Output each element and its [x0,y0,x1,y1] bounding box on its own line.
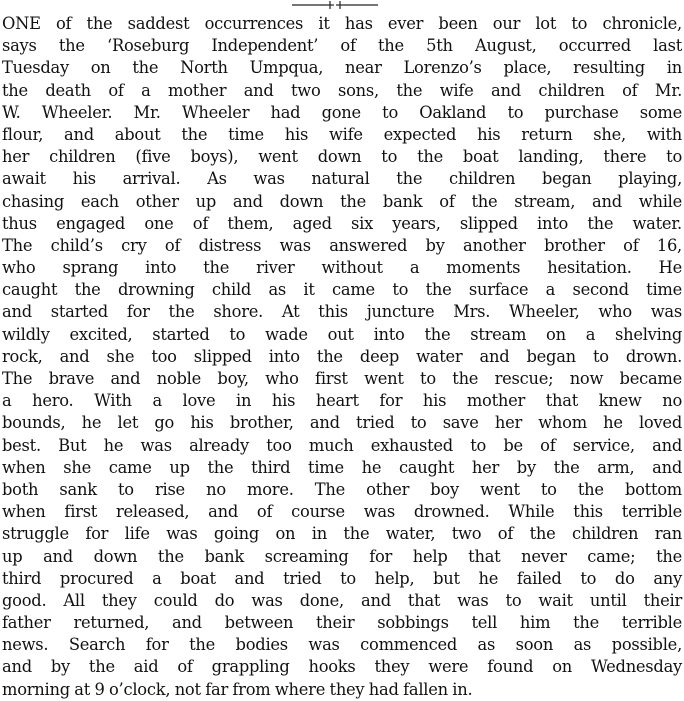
article-line: W. Wheeler. Mr. Wheeler had gone to Oakland to purchase some [2,102,682,122]
article-line: morning at 9 o’clock, not far from where they had fallen in. [2,679,473,699]
article-line: Tuesday on the North Umpqua, near Lorenzo’s place, resulting in [2,58,682,78]
article-line: chasing each other up and down the bank of the stream, and while [2,191,682,211]
article-line: thus engaged one of them, aged six years, slipped into the water. [2,213,682,233]
article-line: news. Search for the bodies was commenced as soon as possible, [2,635,682,655]
article-line: who sprang into the river without a moments hesitation. He [2,258,682,278]
ornamental-rule-icon [290,0,380,10]
article-line: await his arrival. As was natural the children began playing, [2,169,682,189]
article-line: best. But he was already too much exhausted to be of service, and [2,435,682,455]
article-line: caught the drowning child as it came to the surface a second time [2,280,682,300]
article-line: when she came up the third time he caught her by the arm, and [2,457,682,477]
article-line: up and down the bank screaming for help that never came; the [2,546,682,566]
article-line: the death of a mother and two sons, the wife and children of Mr. [2,80,682,100]
article-line: wildly excited, started to wade out into the stream on a shelving [2,324,682,344]
article-line: both sank to rise no more. The other boy went to the bottom [2,479,682,499]
article-line: a hero. With a love in his heart for his mother that knew no [2,391,682,411]
article-line: bounds, he let go his brother, and tried to save her whom he loved [2,413,682,433]
article-line: and started for the shore. At this juncture Mrs. Wheeler, who was [2,302,682,322]
article-line: ONE of the saddest occurrences it has ever been our lot to chronicle, [2,14,682,33]
article-line: flour, and about the time his wife expected his return she, with [2,124,682,144]
article-line: third procured a boat and tried to help, but he failed to do any [2,568,682,588]
article-line: says the ‘Roseburg Independent’ of the 5th August, occurred last [2,36,682,56]
article-line: good. All they could do was done, and that was to wait until their [2,590,682,610]
article-line: and by the aid of grappling hooks they were found on Wednesday [2,657,682,677]
article-line: The brave and noble boy, who first went to the rescue; now became [2,369,682,388]
article-line: her children (five boys), went down to the boat landing, there to [2,147,682,167]
article-line: rock, and she too slipped into the deep water and began to drown. [2,346,682,366]
article-body [0,13,684,701]
article-line: when first released, and of course was drowned. While this terrible [2,502,682,522]
article-line: The child’s cry of distress was answered by another brother of 16, [2,235,682,255]
article-line: father returned, and between their sobbings tell him the terrible [2,613,682,633]
article-line: struggle for life was going on in the water, two of the children ran [2,524,682,544]
